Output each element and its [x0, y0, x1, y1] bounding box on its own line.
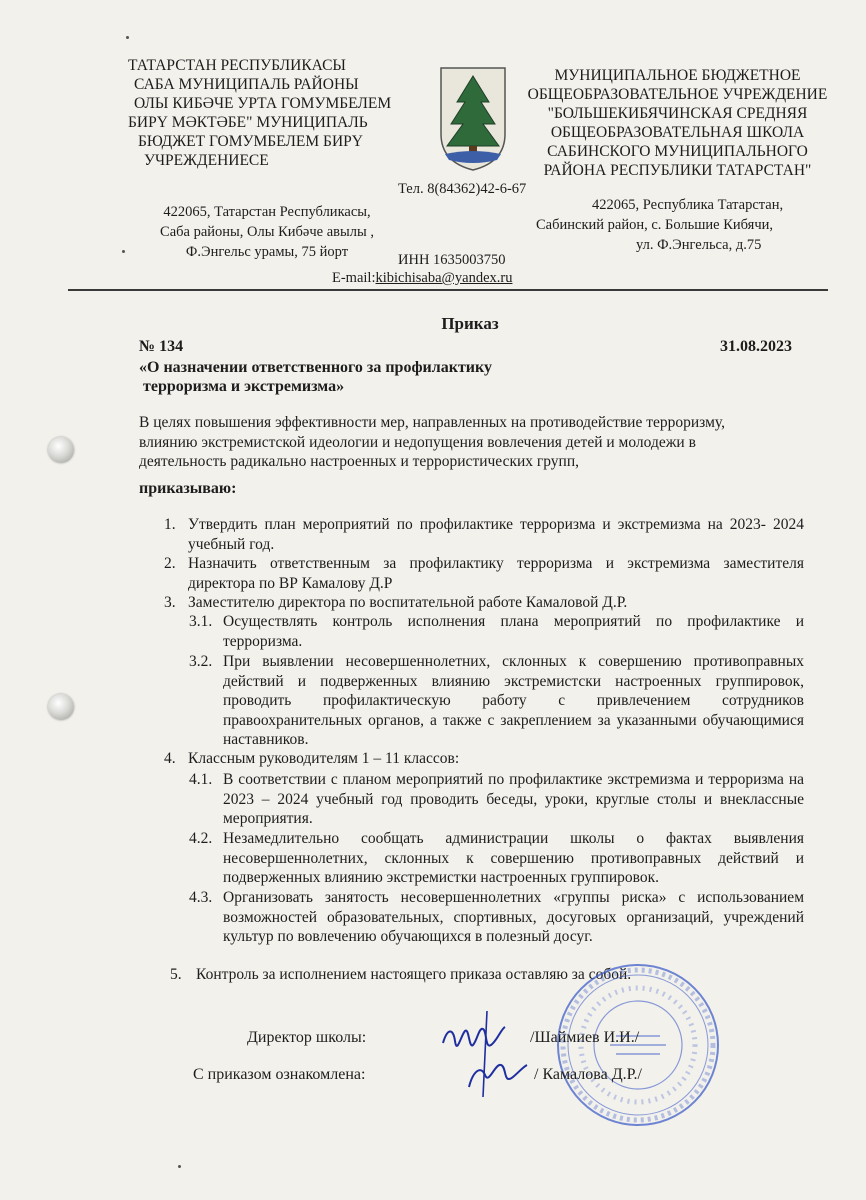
phone-number: Тел. 8(84362)42-6-67 [398, 181, 527, 197]
email-line: E-mail:kibichisaba@yandex.ru [332, 270, 513, 286]
document-title: Приказ [441, 314, 499, 333]
order-item-1: 1. Утвердить план мероприятий по профилактике терроризма и экстремизма на 2023- 2024 учебный год. [164, 516, 804, 553]
header-divider [68, 289, 828, 291]
address-left: 422065, Татарстан Республикасы, Саба районы, Олы Кибәче авылы , Ф.Энгельс урамы, 75 йорт [160, 204, 374, 260]
header-left-tatar: ТАТАРСТАН РЕСПУБЛИКАСЫ САБА МУНИЦИПАЛЬ РАЙОНЫ ОЛЫ КИБӘЧЕ УРТА ГОМУМБЕЛЕМ БИРҮ МӘКТӘБЕ" МУНИЦИПАЛЬ БЮДЖЕТ ГОМУМБЕЛЕМ БИРҮ УЧРЕЖДЕНИЕСЕ [128, 57, 392, 169]
email-link[interactable]: kibichisaba@yandex.ru [375, 270, 513, 286]
punch-hole [48, 437, 74, 463]
order-item-3: 3. Заместителю директора по воспитательной работе Камаловой Д.Р. [164, 594, 628, 611]
order-number: № 134 [139, 338, 184, 355]
header-right-russian: МУНИЦИПАЛЬНОЕ БЮДЖЕТНОЕ ОБЩЕОБРАЗОВАТЕЛЬНОЕ УЧРЕЖДЕНИЕ "БОЛЬШЕКИБЯЧИНСКАЯ СРЕДНЯЯ ОБЩЕОБРАЗОВАТЕЛЬНАЯ ШКОЛА САБИНСКОГО МУНИЦИПАЛЬНОГО РАЙОНА РЕСПУБЛИКИ ТАТАРСТАН" [527, 67, 828, 179]
order-date: 31.08.2023 [720, 338, 792, 355]
inn-number: ИНН 1635003750 [398, 252, 506, 268]
order-item-5: 5. Контроль за исполнением настоящего приказа оставляю за собой. [170, 966, 632, 983]
address-right: 422065, Республика Татарстан, Сабинский район, с. Большие Кибячи, ул. Ф.Энгельса, д.75 [536, 197, 784, 253]
signature [425, 1005, 535, 1100]
order-item-4-3: 4.3. Организовать занятость несовершеннолетних «группы риска» с использованием возможностей образовательных, спортивных, досуговых организаций, учреждений культур по вовлечению обучающихся в полезный досуг. [189, 889, 804, 945]
coat-of-arms-icon [437, 64, 509, 172]
punch-hole [48, 694, 74, 720]
order-item-4: 4. Классным руководителям 1 – 11 классов: [164, 750, 460, 767]
order-item-4-2: 4.2. Незамедлительно сообщать администрации школы о фактах выявления несовершеннолетних, склонных к совершению противоправных действий и подверженных влиянию экстремистки настроенных группировок. [189, 830, 804, 886]
order-subject: «О назначении ответственного за профилактику терроризма и экстремизма» [139, 359, 493, 395]
order-keyword: приказываю: [139, 480, 237, 497]
director-name: /Шаймиев И.И./ [530, 1029, 640, 1046]
acknowledgement-label: С приказом ознакомлена: [193, 1066, 366, 1083]
order-item-3-1: 3.1. Осуществлять контроль исполнения плана мероприятий по профилактике и терроризма. [189, 613, 804, 650]
director-label: Директор школы: [247, 1029, 367, 1046]
acknowledgement-name: / Камалова Д.Р./ [534, 1066, 642, 1083]
preamble: В целях повышения эффективности мер, направленных на противодействие терроризму, влиянию экстремистской идеологии и недопущения вовлечения детей и молодежи в деятельность радикально настроенных и террористических групп, [139, 414, 725, 470]
order-item-4-1: 4.1. В соответствии с планом мероприятий по профилактике экстремизма и терроризма на 2023 – 2024 учебный год проводить беседы, уроки, круглые столы и внеклассные мероприятия. [189, 771, 804, 827]
order-item-3-2: 3.2. При выявлении несовершеннолетних, склонных к совершению противоправных действий и подверженных влиянию экстремистски настроенных группировок, проводить профилактическую работу с привлечением сотрудников правоохранительных органов, а также с закреплением за указанными обучающимися наставников. [189, 653, 804, 748]
order-item-2: 2. Назначить ответственным за профилактику терроризма и экстремизма заместителя директора по ВР Камалову Д.Р [164, 555, 804, 592]
